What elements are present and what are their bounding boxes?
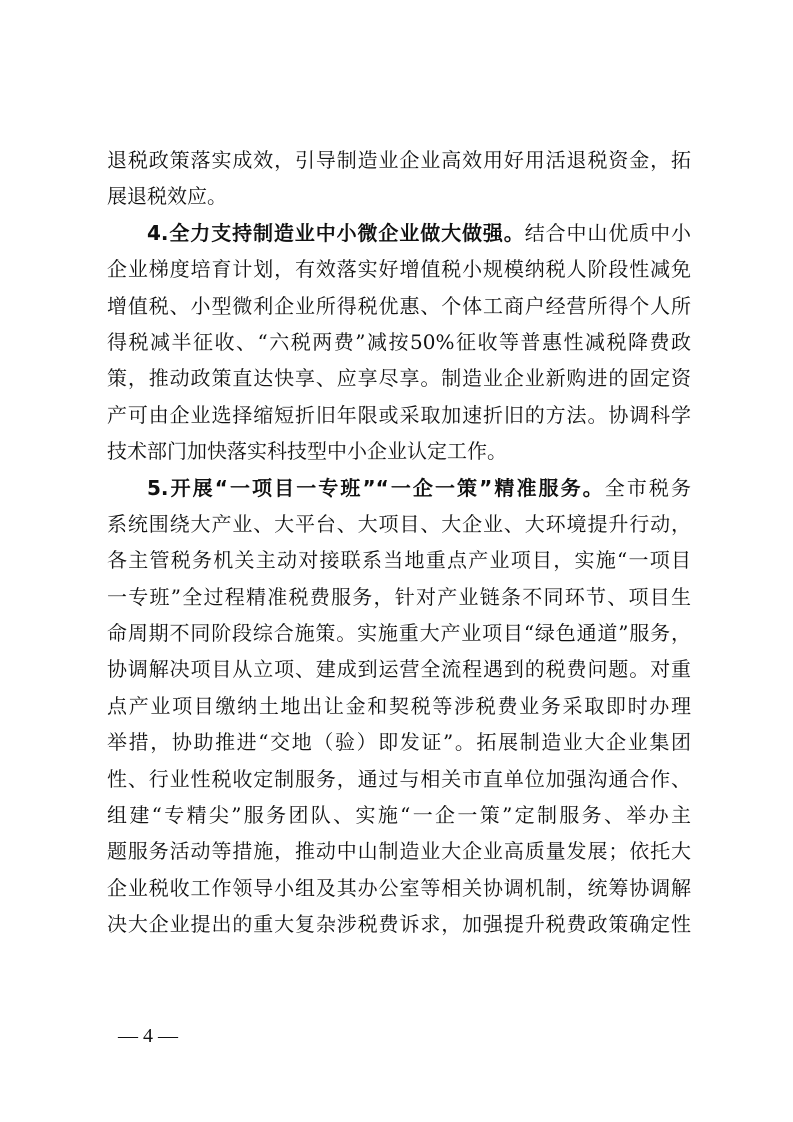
text-line: 题服务活动等措施，推动中山制造业大企业高质量发展；依托大 [107,839,691,864]
text-line: 一专班”全过程精准税费服务，针对产业链条不同环节、项目生 [107,584,691,609]
text-line: 增值税、小型微利企业所得税优惠、个体工商户经营所得个人所 [107,293,691,318]
text-line: 得税减半征收、“六税两费”减按50%征收等普惠性减税降费政 [107,329,691,354]
text-line: 产可由企业选择缩短折旧年限或采取加速折旧的方法。协调科学 [107,402,691,427]
text-line: 决大企业提出的重大复杂涉税费诉求，加强提升税费政策确定性 [107,912,691,937]
item-5-first-line [107,470,691,506]
text-line: 各主管税务机关主动对接联系当地重点产业项目，实施“一项目 [107,548,691,573]
body-text [107,142,691,943]
item-4-first-line [107,215,691,251]
text-line: 系统围绕大产业、大平台、大项目、大企业、大环境提升行动， [107,511,691,536]
text-line: 展退税效应。 [107,184,227,209]
page-number: — 4 — [118,1025,178,1047]
item-4-heading: 4.全力支持制造业中小微企业做大做强。 [147,220,525,245]
text-line: 组建“专精尖”服务团队、实施“一企一策”定制服务、举办主 [107,803,691,828]
text-line: 技术部门加快落实科技型中小企业认定工作。 [107,439,507,464]
text-line: 企业税收工作领导小组及其办公室等相关协调机制，统筹协调解 [107,875,691,900]
text-line: 策，推动政策直达快享、应享尽享。制造业企业新购进的固定资 [107,366,691,391]
text-line: 命周期不同阶段综合施策。实施重大产业项目“绿色通道”服务， [107,621,691,646]
item-5-heading: 5.开展“一项目一专班”“一企一策”精准服务。 [147,475,605,500]
item-4-first-line-text: 结合中山优质中小 [524,220,691,245]
text-line: 性、行业性税收定制服务，通过与相关市直单位加强沟通合作、 [107,766,691,791]
text-line: 协调解决项目从立项、建成到运营全流程遇到的税费问题。对重 [107,657,691,682]
text-line: 退税政策落实成效，引导制造业企业高效用好用活退税资金，拓 [107,148,691,172]
text-line: 举措，协助推进“交地（验）即发证”。拓展制造业大企业集团 [107,730,691,755]
item-5-first-line-text: 全市税务 [604,475,692,500]
text-line: 点产业项目缴纳土地出让金和契税等涉税费业务采取即时办理 [107,693,691,718]
text-line: 企业梯度培育计划，有效落实好增值税小规模纳税人阶段性减免 [107,257,691,282]
